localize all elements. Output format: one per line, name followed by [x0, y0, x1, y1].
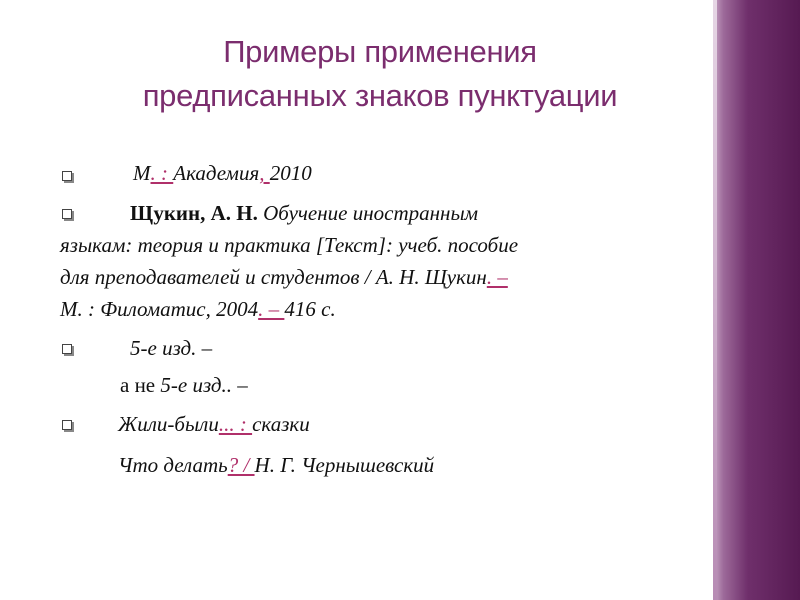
item-2-line-4-punct: . – — [258, 297, 285, 321]
side-bar-stripe — [713, 0, 717, 600]
item-2-line-3-punct: . – — [486, 265, 508, 289]
item-1-city: М — [133, 161, 151, 185]
item-4-sub — [118, 449, 434, 481]
item-2-line-4 — [60, 293, 336, 325]
item-2-line-4-text: М. : Филоматис, 2004 — [60, 297, 259, 321]
item-4-subtitle: сказки — [252, 412, 310, 436]
item-4-sub-punct: ? / — [227, 453, 255, 477]
decorative-side-bar — [713, 0, 800, 600]
title-line-1: Примеры применения — [223, 34, 537, 69]
item-2-line-3 — [60, 261, 508, 293]
item-4-punct: ... : — [218, 412, 253, 436]
item-1-punct-1: . : — [150, 161, 174, 185]
item-4 — [118, 408, 310, 440]
item-3-edition: 5-е изд — [130, 336, 192, 360]
item-3-sub-wrong: 5-е изд.. – — [160, 373, 248, 397]
item-2-author: Щукин, А. Н. — [130, 201, 258, 225]
item-2-line-2: языкам: теория и практика [Текст]: учеб. пособие — [60, 233, 519, 257]
bullet-icon — [62, 420, 72, 430]
item-3-sub — [120, 369, 248, 401]
item-1-punct-2: , — [259, 161, 270, 185]
title-line-2: предписанных знаков пунктуации — [142, 78, 618, 113]
item-2-line-1 — [130, 197, 478, 229]
item-3-punct: . – — [191, 336, 213, 360]
item-3-sub-label: а не — [120, 373, 156, 397]
bullet-icon — [62, 171, 72, 181]
item-1 — [133, 157, 312, 189]
item-1-publisher: Академия — [173, 161, 260, 185]
item-4-sub-title: Что делать — [118, 453, 228, 477]
item-4-title: Жили-были — [118, 412, 219, 436]
item-3 — [130, 332, 212, 364]
item-1-year: 2010 — [269, 161, 312, 185]
item-2-title-start: Обучение иностранным — [263, 201, 479, 225]
bullet-icon — [62, 209, 72, 219]
item-2-line-4-pages: 416 с. — [284, 297, 336, 321]
bullet-icon — [62, 344, 72, 354]
item-4-sub-author: Н. Г. Чернышевский — [254, 453, 435, 477]
item-2-line-3-text: для преподавателей и студентов / А. Н. Щукин — [60, 265, 487, 289]
